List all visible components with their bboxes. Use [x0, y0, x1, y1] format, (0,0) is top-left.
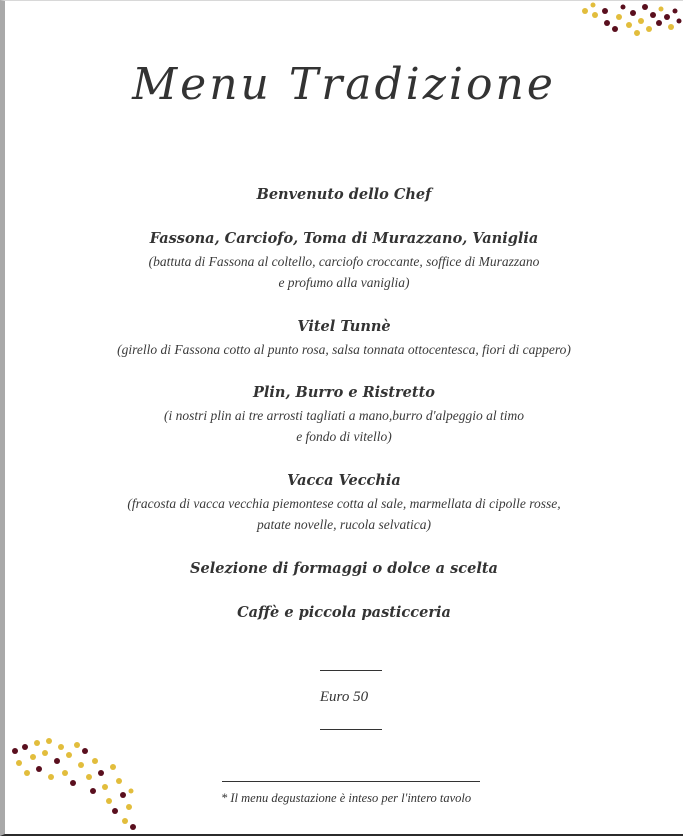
course-item: [5, 185, 683, 205]
course-name: Vacca Vecchia: [287, 472, 401, 489]
course-item: [5, 229, 683, 293]
course-name: Caffè e piccola pasticceria: [237, 604, 451, 621]
menu-title: Menu Tradizione: [132, 59, 556, 110]
course-description: e profumo alla vaniglia): [278, 275, 410, 290]
dot-decoration-bottom-left: [5, 733, 145, 833]
course-description: (fracosta di vacca vecchia piemontese cotta al sale, marmellata di cipolle rosse,: [127, 496, 561, 511]
course-description: patate novelle, rucola selvatica): [257, 517, 431, 532]
course-name: Plin, Burro e Ristretto: [253, 384, 435, 401]
course-name: Benvenuto dello Chef: [256, 186, 432, 203]
divider-below-price: [320, 729, 382, 730]
divider-above-price: [320, 670, 382, 671]
course-name: Selezione di formaggi o dolce a scelta: [190, 560, 498, 577]
footnote-divider: [222, 781, 480, 782]
dot-decoration-top-right: [575, 1, 683, 45]
course-description: (girello di Fassona cotto al punto rosa, salsa tonnata ottocentesca, fiori di cappero): [117, 342, 571, 357]
course-description: (i nostri plin ai tre arrosti tagliati a mano,burro d'alpeggio al timo: [164, 408, 524, 423]
course-item: [5, 471, 683, 535]
price: Euro 50: [319, 689, 369, 705]
course-name: Vitel Tunnè: [297, 318, 391, 335]
course-item: [5, 603, 683, 623]
course-description: e fondo di vitello): [296, 429, 392, 444]
course-description: (battuta di Fassona al coltello, carciofo croccante, soffice di Murazzano: [148, 254, 540, 269]
footnote: * Il menu degustazione è inteso per l'intero tavolo: [221, 791, 472, 805]
course-name: Fassona, Carciofo, Toma di Murazzano, Vaniglia: [149, 230, 539, 247]
course-item: [5, 317, 683, 360]
course-item: [5, 559, 683, 579]
course-item: [5, 383, 683, 447]
